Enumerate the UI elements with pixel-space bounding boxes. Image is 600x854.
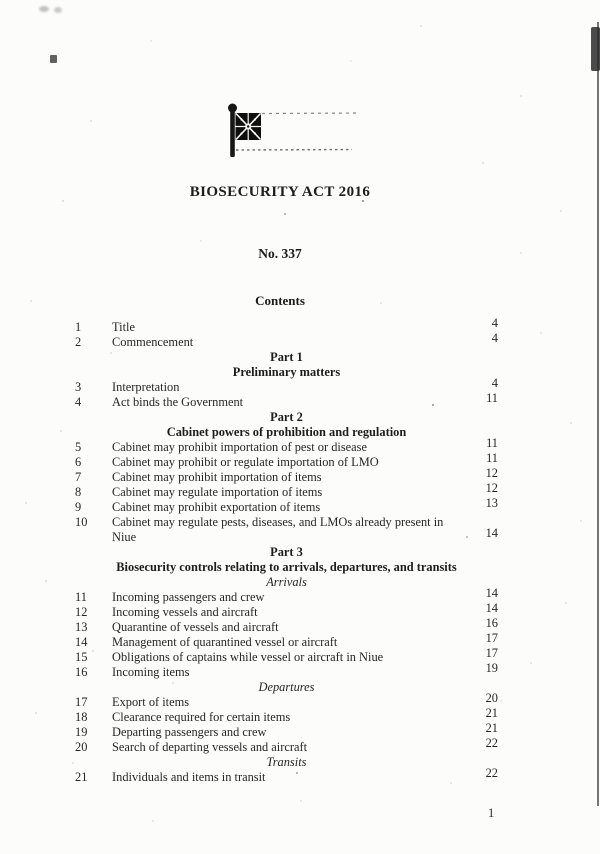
item-title: Quarantine of vessels and aircraft — [112, 620, 279, 634]
item-number: 21 — [75, 770, 88, 784]
item-page-number: 16 — [485, 616, 498, 630]
item-title: Cabinet may regulate importation of items — [112, 485, 323, 499]
item-title: Search of departing vessels and aircraft — [112, 740, 308, 754]
contents-item-row — [75, 376, 498, 395]
contents-item-row — [75, 661, 498, 680]
item-number: 2 — [75, 335, 82, 349]
item-page-number: 11 — [486, 391, 498, 405]
contents-item-row — [75, 496, 498, 515]
item-title: Title — [112, 320, 135, 334]
item-title: Incoming passengers and crew — [112, 590, 265, 604]
item-title: Interpretation — [112, 380, 180, 394]
item-title: Clearance required for certain items — [112, 710, 291, 724]
contents-part-title: Cabinet powers of prohibition and regulation — [166, 425, 407, 439]
contents-item-row — [75, 706, 498, 725]
item-title: Commencement — [112, 335, 194, 349]
item-number: 16 — [75, 665, 88, 679]
item-page-number: 14 — [485, 586, 498, 600]
item-number: 15 — [75, 650, 88, 664]
scan-speckles — [0, 0, 2, 2]
item-title: Departing passengers and crew — [112, 725, 267, 739]
contents-subheading: Transits — [266, 755, 307, 769]
item-number: 9 — [75, 500, 82, 514]
item-page-number: 14 — [485, 526, 498, 540]
contents-part-heading: Part 1 — [270, 350, 303, 364]
item-number: 13 — [75, 620, 88, 634]
item-title: Cabinet may prohibit exportation of items — [112, 500, 321, 514]
contents-item-row — [75, 451, 498, 470]
item-title: Cabinet may prohibit or regulate importation of LMO — [112, 455, 379, 469]
contents-part-heading: Part 2 — [270, 410, 303, 424]
act-number: No. 337 — [258, 246, 302, 261]
item-number: 3 — [75, 380, 82, 394]
item-number: 12 — [75, 605, 88, 619]
scan-edge-line — [597, 22, 600, 806]
contents-item-row — [75, 466, 498, 485]
contents-subheading: Departures — [258, 680, 315, 694]
contents-list — [75, 316, 498, 785]
footer-page-number: 1 — [488, 806, 495, 820]
item-number: 5 — [75, 440, 82, 454]
item-page-number: 4 — [491, 376, 498, 390]
scan-mark — [50, 55, 57, 63]
item-page-number: 4 — [491, 331, 498, 345]
item-number: 10 — [75, 515, 88, 529]
item-page-number: 17 — [485, 631, 498, 645]
item-page-number: 22 — [485, 736, 498, 750]
scan-smudge — [54, 7, 62, 13]
item-page-number: 22 — [485, 766, 498, 780]
item-number: 8 — [75, 485, 82, 499]
contents-heading: Contents — [255, 293, 305, 308]
scan-smudge — [39, 6, 49, 12]
item-title: Cabinet may prohibit importation of pest or disease — [112, 440, 367, 454]
item-title: Act binds the Government — [112, 395, 244, 409]
item-title: Individuals and items in transit — [112, 770, 266, 784]
contents-item-row — [75, 736, 498, 755]
item-page-number: 13 — [485, 496, 498, 510]
item-title: Incoming items — [112, 665, 190, 679]
item-page-number: 11 — [486, 451, 498, 465]
item-page-number: 17 — [485, 646, 498, 660]
contents-item-row — [75, 691, 498, 710]
contents-item-row — [75, 316, 498, 335]
item-page-number: 21 — [485, 706, 498, 720]
contents-item-row — [75, 601, 498, 620]
contents-item-row — [75, 331, 498, 350]
niue-flag-icon — [226, 101, 366, 161]
item-page-number: 11 — [486, 436, 498, 450]
contents-item-row — [75, 721, 498, 740]
item-number: 7 — [75, 470, 82, 484]
item-page-number: 12 — [485, 481, 498, 495]
item-page-number: 12 — [485, 466, 498, 480]
item-number: 19 — [75, 725, 88, 739]
item-number: 17 — [75, 695, 88, 709]
document-title: BIOSECURITY ACT 2016 — [189, 184, 371, 200]
contents-item-row — [75, 436, 498, 455]
item-number: 4 — [75, 395, 82, 409]
contents-item-row — [75, 391, 498, 410]
item-title: Incoming vessels and aircraft — [112, 605, 258, 619]
contents-item-row — [75, 481, 498, 500]
item-page-number: 14 — [485, 601, 498, 615]
item-number: 1 — [75, 320, 82, 334]
item-page-number: 4 — [491, 316, 498, 330]
contents-item-row — [75, 631, 498, 650]
item-page-number: 19 — [485, 661, 498, 675]
contents-item-row — [75, 515, 498, 545]
item-title: Cabinet may regulate pests, diseases, and LMOs already present in Niue — [112, 515, 444, 544]
item-title: Export of items — [112, 695, 190, 709]
contents-item-row — [75, 646, 498, 665]
contents-item-row — [75, 616, 498, 635]
item-number: 18 — [75, 710, 88, 724]
item-number: 6 — [75, 455, 82, 469]
contents-part-title: Preliminary matters — [232, 365, 341, 379]
contents-subheading: Arrivals — [266, 575, 307, 589]
item-page-number: 21 — [485, 721, 498, 735]
item-number: 20 — [75, 740, 88, 754]
item-number: 11 — [75, 590, 87, 604]
item-page-number: 20 — [485, 691, 498, 705]
item-title: Cabinet may prohibit importation of items — [112, 470, 322, 484]
contents-item-row — [75, 586, 498, 605]
item-title: Obligations of captains while vessel or aircraft in Niue — [112, 650, 384, 664]
item-number: 14 — [75, 635, 88, 649]
item-title: Management of quarantined vessel or aircraft — [112, 635, 338, 649]
scan-edge-blob — [591, 27, 600, 71]
contents-item-row — [75, 766, 498, 785]
contents-part-title: Biosecurity controls relating to arrivals, departures, and transits — [116, 560, 457, 574]
contents-part-heading: Part 3 — [270, 545, 303, 559]
